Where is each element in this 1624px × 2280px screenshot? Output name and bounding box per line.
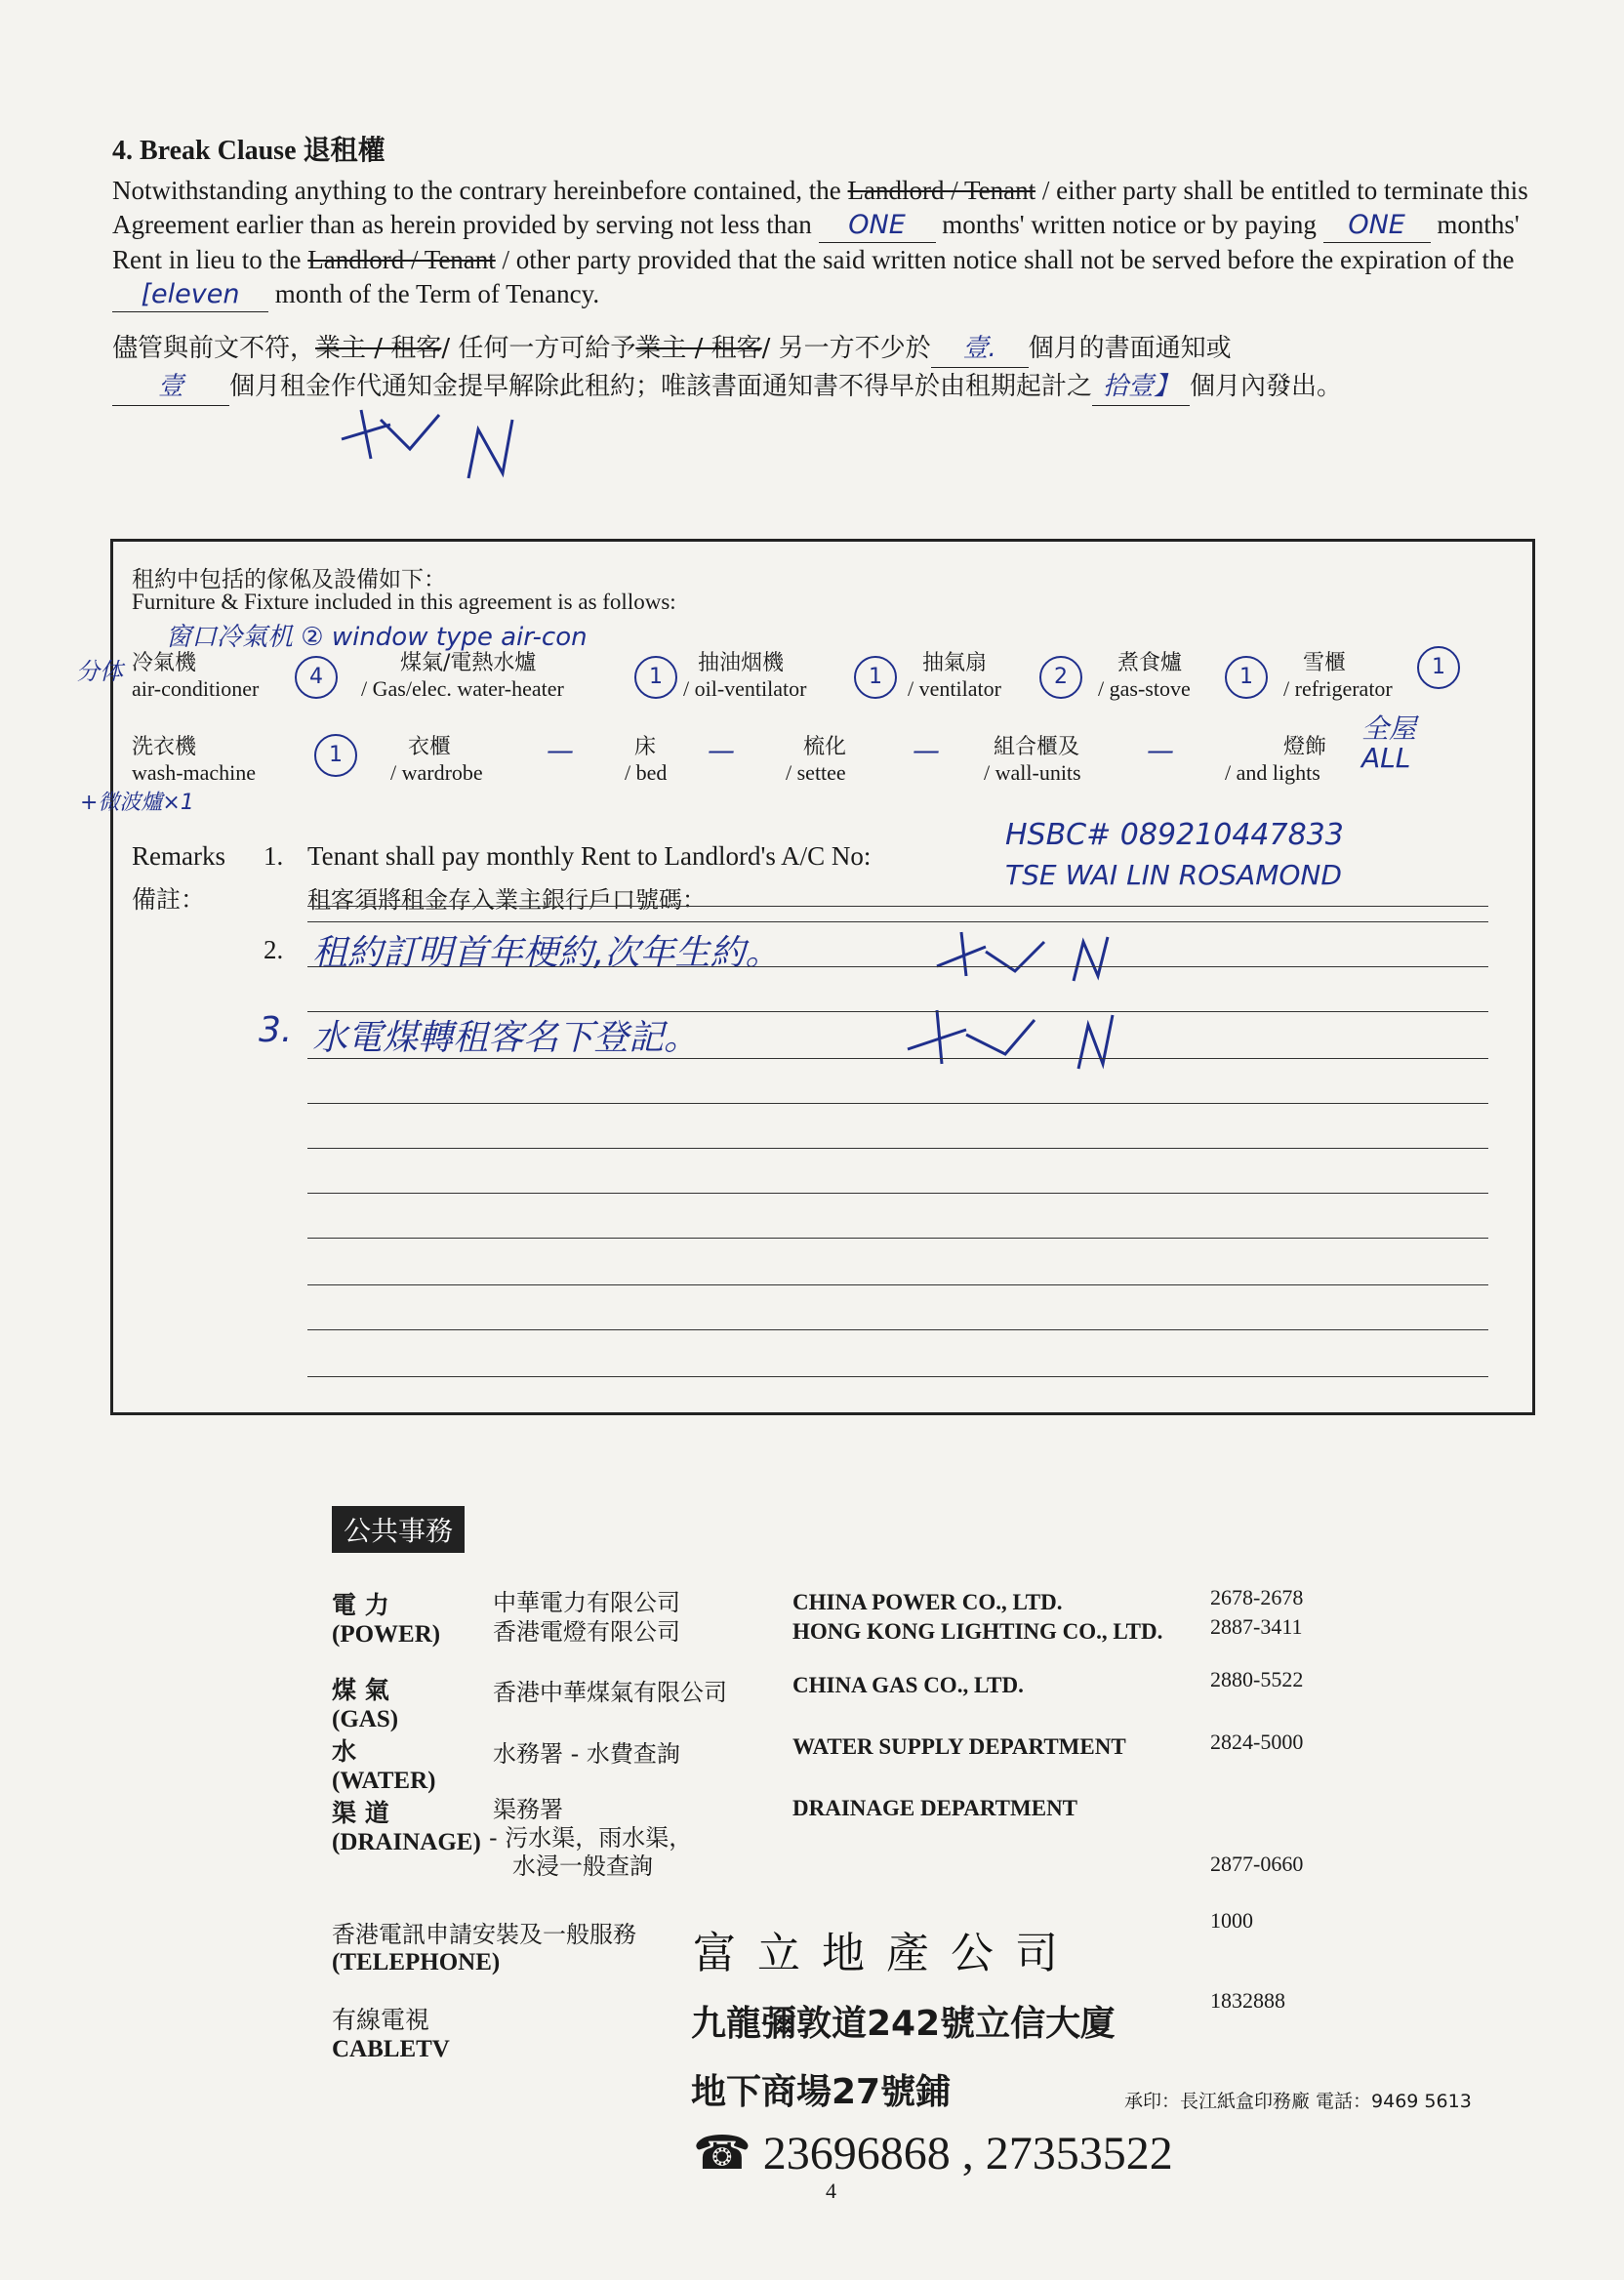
service-gas-label: 煤 氣 (GAS) [332,1676,399,1732]
service-power-tel: 2678-2678 2887-3411 [1210,1585,1304,1639]
cn-rent-field[interactable]: 壹 [112,368,229,406]
service-water-en: WATER SUPPLY DEPARTMENT [792,1734,1126,1759]
service-water-tel: 2824-5000 [1210,1730,1304,1754]
qty-wall-units[interactable]: — [1147,734,1174,766]
remark-1-chinese: 租客須將租金存入業主銀行戶口號碼： [307,886,706,914]
rule-line [307,1376,1488,1377]
qty-ventilator[interactable]: 2 [1039,656,1082,699]
remark-1-english: Tenant shall pay monthly Rent to Landlord's A/C No: [307,841,872,871]
signature-initials-2 [927,927,1122,986]
rule-line [307,1238,1488,1239]
bank-account-number[interactable]: HSBC# 089210447833 [1005,818,1344,852]
item-ventilator: 抽氣扇 / ventilator [908,651,1001,701]
break-clause-english: Notwithstanding anything to the contrary hereinbefore contained, the Landlord / Tenant / either party shall be entitled to terminate this Agreement earlier than as herein provided by serving not less than ONE months' written notice or by paying ONE months' Rent in lieu to the Landlord / Tenant / other party provided that the said written notice shall not be served before the expiration of the [eleven month of the Term of Tenancy. [112,174,1532,312]
service-telephone-label: 香港電訊申請安裝及一般服務 (TELEPHONE) [332,1921,636,1975]
stamp-address-1: 九龍彌敦道242號立信大廈 [691,2004,1116,2044]
furniture-heading-cn: 租約中包括的傢俬及設備如下： [132,567,446,592]
item-lights: 燈飾 / and lights [1225,735,1327,785]
item-air-conditioner: 冷氣機 air-conditioner [132,651,260,701]
break-clause-title: 4. Break Clause 退租權 [112,136,386,166]
service-power-en: CHINA POWER CO., LTD. HONG KONG LIGHTING CO., LTD. [792,1590,1163,1644]
service-telephone-tel: 1000 [1210,1908,1253,1933]
rule-line [307,966,1488,967]
rule-line [307,1011,1488,1012]
signature-initials-1 [332,400,556,488]
rule-line [307,921,1488,922]
remarks-label-cn: 備註： [132,885,206,914]
notice-months-field[interactable]: ONE [819,208,936,243]
service-power-label: 電 力 (POWER) [332,1591,441,1648]
qty-refrigerator[interactable]: 1 [1417,646,1460,689]
item-water-heater: 煤氣/電熱水爐 / Gas/elec. water-heater [361,651,564,701]
stamp-company-name: 富立地產公司 [693,1929,1079,1978]
expiration-month-field[interactable]: [eleven [112,277,268,312]
qty-bed[interactable]: — [708,734,735,766]
rule-line [307,906,1488,907]
item-gas-stove: 煮食爐 / gas-stove [1098,651,1191,701]
qty-oil-ventilator[interactable]: 1 [854,656,897,699]
cn-notice-field[interactable]: 壹. [931,330,1029,368]
item-wardrobe: 衣櫃 / wardrobe [390,735,483,785]
furniture-heading-en: Furniture & Fixture included in this agreement is as follows: [132,590,676,614]
service-gas-tel: 2880-5522 [1210,1667,1304,1691]
service-cabletv-label: 有線電視 CABLETV [332,2006,450,2062]
handwritten-window-aircon: 窗口冷氣机 ② window type air-con [166,623,588,652]
qty-gas-stove[interactable]: 1 [1225,656,1268,699]
service-gas-cn: 香港中華煤氣有限公司 [493,1679,727,1706]
handwritten-microwave-note: +微波爐×1 [80,791,194,815]
service-drainage-tel: 2877-0660 [1210,1852,1304,1876]
cn-month-field[interactable]: 拾壹】 [1092,368,1190,406]
item-wall-units: 組合櫃及 / wall-units [984,735,1081,785]
remark-2-number: 2. [264,935,284,964]
bank-account-name[interactable]: TSE WAI LIN ROSAMOND [1005,859,1342,891]
rent-months-field[interactable]: ONE [1323,208,1431,243]
public-services-header: 公共事務 [332,1506,465,1553]
service-water-label: 水 (WATER) [332,1737,436,1794]
service-gas-en: CHINA GAS CO., LTD. [792,1673,1024,1697]
service-drainage-label: 渠 道 (DRAINAGE) [332,1799,481,1855]
remark-2-text[interactable]: 租約訂明首年梗約,次年生約。 [312,933,781,973]
rule-line [307,1329,1488,1330]
item-settee: 梳化 / settee [786,735,847,785]
qty-air-conditioner[interactable]: 4 [295,656,338,699]
stamp-address-2: 地下商場27號鋪 [691,2072,952,2112]
item-oil-ventilator: 抽油烟機 / oil-ventilator [683,651,807,701]
rule-line [307,1103,1488,1104]
remark-3-number: 3. [259,1010,293,1050]
rule-line [307,1284,1488,1285]
item-bed: 床 / bed [625,735,668,785]
remark-1-number: 1. [264,841,284,871]
service-drainage-en: DRAINAGE DEPARTMENT [792,1796,1078,1820]
rule-line [307,1058,1488,1059]
stamp-phone: ☎ 23696868 , 27353522 [693,2128,1173,2179]
qty-lights[interactable]: 全屋 ALL [1361,712,1417,774]
qty-settee[interactable]: — [913,734,940,766]
qty-wash-machine[interactable]: 1 [314,734,357,777]
signature-initials-3 [898,1005,1122,1074]
page-number: 4 [826,2178,836,2203]
service-drainage-cn: 渠務署 - 污水渠，雨水渠， 水浸一般查詢 [489,1796,693,1880]
item-wash-machine: 洗衣機 wash-machine [132,735,257,785]
printer-credit: 承印：長江紙盒印務廠 電話：9469 5613 [1124,2091,1472,2112]
qty-wardrobe[interactable]: — [547,734,574,766]
rule-line [307,1193,1488,1194]
rule-line [307,1148,1488,1149]
qty-water-heater[interactable]: 1 [634,656,677,699]
remark-3-text[interactable]: 水電煤轉租客名下登記。 [312,1018,700,1058]
service-power-cn: 中華電力有限公司 香港電燈有限公司 [493,1589,680,1646]
break-clause-chinese: 儘管與前文不符，業主 / 租客/ 任何一方可給予業主 / 租客/ 另一方不少於 壹. 個月的書面通知或 壹 個月租金作代通知金提早解除此租約；唯該書面通知書不得早於由租期起計之 拾壹】 個月內發出。 [112,330,1532,406]
service-cabletv-tel: 1832888 [1210,1988,1285,2013]
remarks-label-en: Remarks [132,841,225,871]
handwritten-side-note: 分体 [76,658,123,685]
service-water-cn: 水務署 - 水費查詢 [493,1740,680,1768]
item-refrigerator: 雪櫃 / refrigerator [1283,651,1393,701]
